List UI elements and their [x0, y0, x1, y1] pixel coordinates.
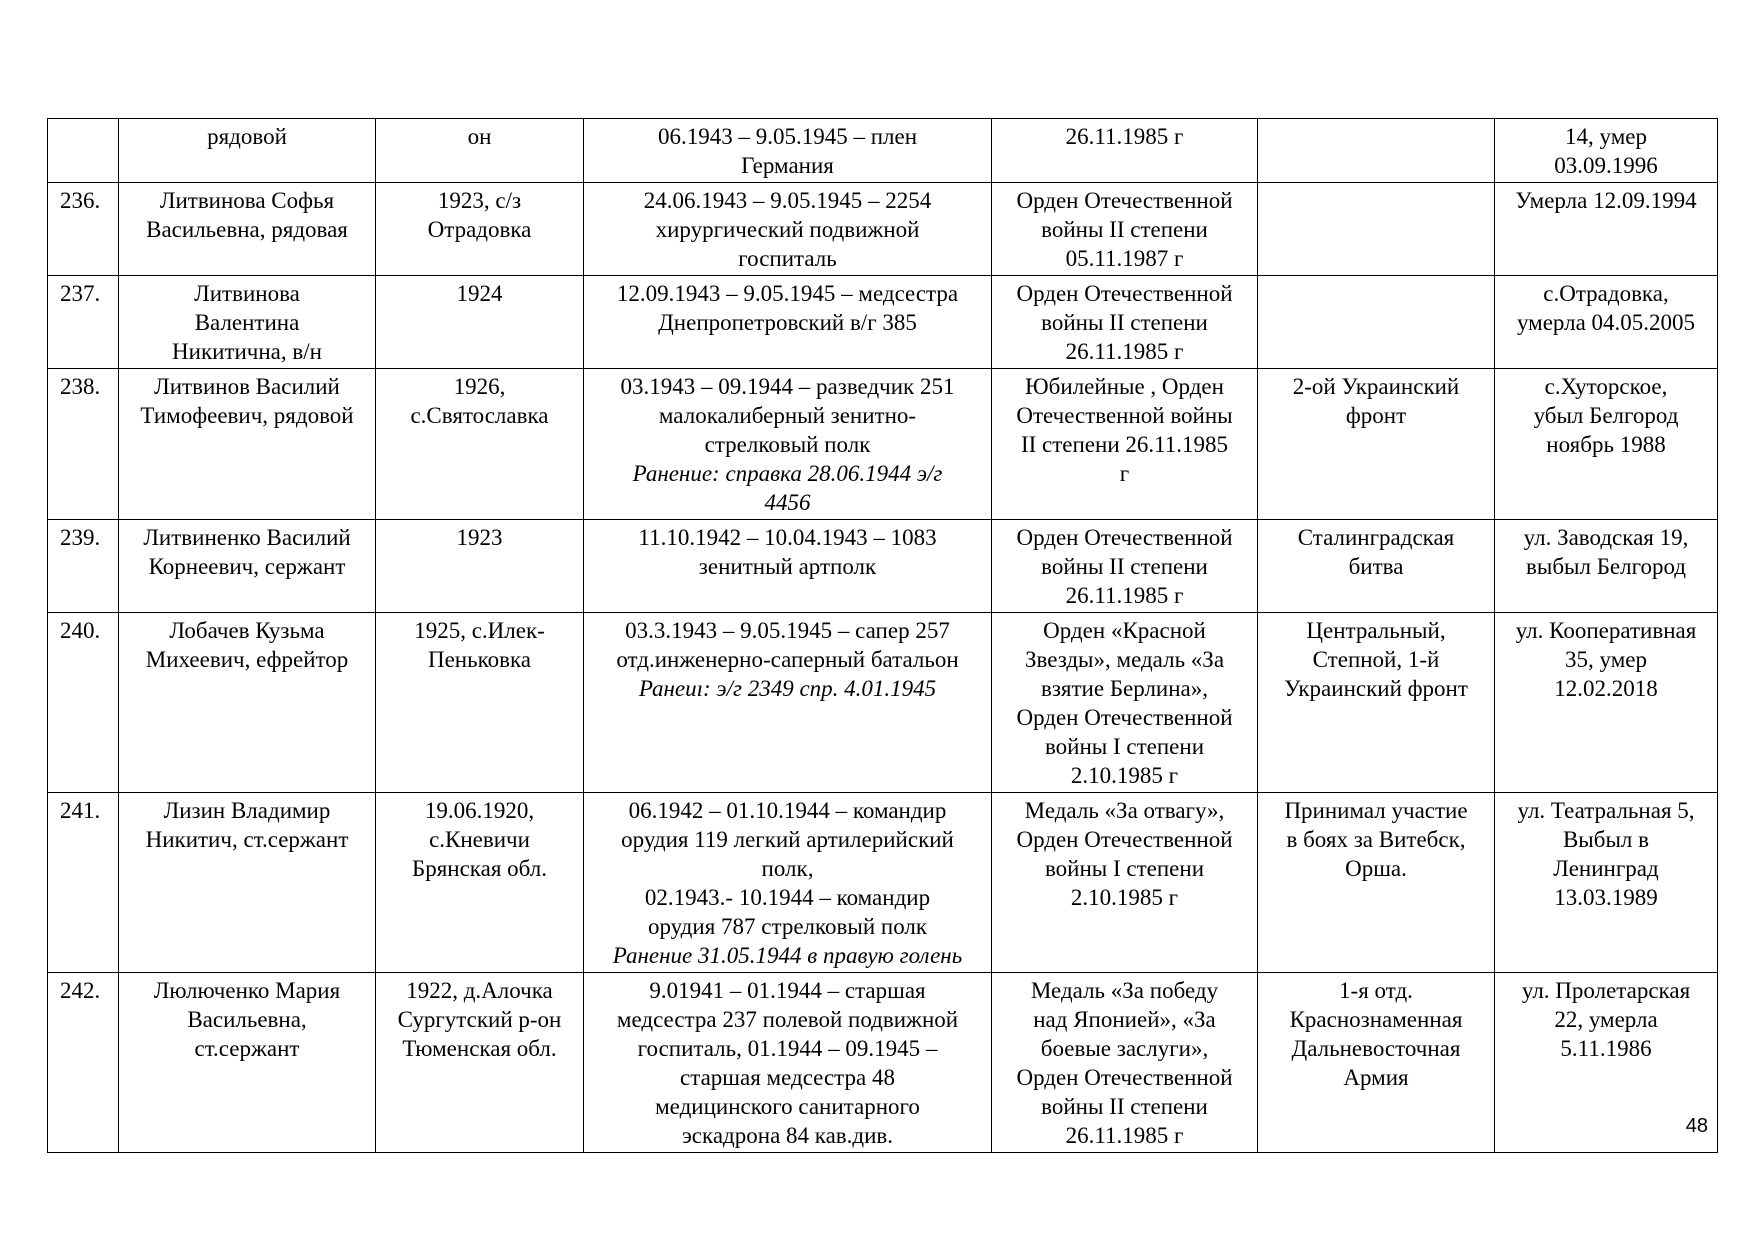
cell-service-line: отд.инженерно-саперный батальон [616, 647, 959, 672]
cell-awards-line: войны II степени [1041, 310, 1208, 335]
cell-service-line: госпиталь, 01.1944 – 09.1945 – [637, 1036, 938, 1061]
cell-notes-line: ул. Кооперативная [1515, 618, 1697, 643]
cell-awards [992, 793, 1258, 973]
cell-number: 241. [48, 793, 119, 973]
cell-awards-line: войны I степени [1044, 856, 1205, 881]
cell-birth-line: он [467, 124, 492, 149]
cell-birth-line: 1924 [456, 281, 503, 306]
cell-awards-line: 2.10.1985 г [1070, 763, 1179, 788]
cell-name-line: Литвинова [194, 281, 300, 306]
cell-notes-line: ул. Театральная 5, [1517, 798, 1695, 823]
cell-birth-line: 1925, с.Илек- [414, 618, 545, 643]
cell-awards-line: Юбилейные , Орден [1025, 374, 1224, 399]
table-row [48, 613, 1718, 793]
cell-birth [376, 369, 584, 520]
cell-awards-line: Орден Отечественной [1016, 827, 1233, 852]
cell-battles-line: Сталинградская [1297, 525, 1455, 550]
cell-name-line: Литвинова Софья [159, 188, 335, 213]
cell-birth-line: с.Кневичи [429, 827, 530, 852]
cell-awards-line: войны II степени [1041, 217, 1208, 242]
cell-service-line: 03.3.1943 – 9.05.1945 – сапер 257 [625, 618, 950, 643]
cell-battles [1258, 793, 1495, 973]
cell-name [119, 183, 376, 276]
cell-battles-line: Дальневосточная [1291, 1036, 1461, 1061]
cell-birth-line: Брянская обл. [411, 856, 548, 881]
cell-awards-line: Орден Отечественной [1016, 1065, 1233, 1090]
cell-battles [1258, 973, 1495, 1153]
cell-notes-line: выбыл Белгород [1526, 554, 1686, 579]
cell-birth [376, 119, 584, 183]
cell-awards-line: войны II степени [1041, 1094, 1208, 1119]
cell-awards-line: Отечественной войны [1016, 403, 1233, 428]
cell-service-line: Днепропетровский в/г 385 [658, 310, 917, 335]
cell-notes [1495, 369, 1718, 520]
cell-battles-line: Орша. [1345, 856, 1407, 881]
cell-number: 242. [48, 973, 119, 1153]
table-row [48, 520, 1718, 613]
cell-service-line: малокалиберный зенитно- [658, 403, 917, 428]
cell-service [584, 276, 992, 369]
cell-birth-line: 1923 [456, 525, 503, 550]
cell-birth [376, 973, 584, 1153]
cell-awards-line: Орден «Красной [1043, 618, 1206, 643]
cell-awards [992, 613, 1258, 793]
cell-name-line: Литвиненко Василий [143, 525, 351, 550]
table-row [48, 119, 1718, 183]
cell-service-line: Ранение: справка 28.06.1944 э/г [632, 461, 943, 486]
veterans-table [47, 118, 1718, 1153]
cell-birth [376, 276, 584, 369]
cell-notes-line: Умерла 12.09.1994 [1515, 188, 1697, 213]
cell-name-line: Люлюченко Мария [153, 978, 341, 1003]
cell-service-line: эскадрона 84 кав.див. [681, 1123, 894, 1148]
cell-name-line: Литвинов Василий [154, 374, 340, 399]
cell-birth-line: Тюменская обл. [402, 1036, 557, 1061]
cell-awards-line: Орден Отечественной [1016, 525, 1233, 550]
cell-service-line: полк, [761, 856, 814, 881]
cell-battles-line: битва [1348, 554, 1404, 579]
cell-service [584, 613, 992, 793]
cell-name-line: Васильевна, рядовая [146, 217, 348, 242]
cell-service-line: медицинского санитарного [655, 1094, 920, 1119]
cell-notes [1495, 119, 1718, 183]
cell-birth-line: 1926, [453, 374, 506, 399]
table-row [48, 973, 1718, 1153]
cell-service [584, 369, 992, 520]
cell-birth-line: 1922, д.Алочка [406, 978, 553, 1003]
table-row [48, 369, 1718, 520]
cell-battles [1258, 520, 1495, 613]
cell-birth-line: с.Святославка [410, 403, 549, 428]
cell-awards-line: 05.11.1987 г [1065, 246, 1184, 271]
cell-notes-line: Ленинград [1553, 856, 1659, 881]
cell-awards [992, 119, 1258, 183]
cell-birth [376, 520, 584, 613]
cell-number: 236. [48, 183, 119, 276]
cell-service-line: 11.10.1942 – 10.04.1943 – 1083 [638, 525, 937, 550]
cell-notes [1495, 520, 1718, 613]
cell-notes-line: Выбыл в [1562, 827, 1650, 852]
cell-notes-line: 22, умерла [1554, 1007, 1658, 1032]
cell-service-line: 06.1943 – 9.05.1945 – плен [657, 124, 918, 149]
page-number: 48 [1685, 1115, 1708, 1137]
cell-name-line: ст.сержант [194, 1036, 300, 1061]
cell-notes-line: с.Хуторское, [1544, 374, 1668, 399]
cell-name [119, 119, 376, 183]
cell-awards-line: 26.11.1985 г [1065, 339, 1184, 364]
cell-service [584, 520, 992, 613]
cell-name-line: Валентина [194, 310, 300, 335]
cell-name-line: Тимофеевич, рядовой [140, 403, 354, 428]
cell-name-line: Никитич, ст.сержант [145, 827, 349, 852]
cell-service-line: орудия 119 легкий артилерийский [621, 827, 954, 852]
cell-birth-line: Пеньковка [427, 647, 532, 672]
cell-name [119, 520, 376, 613]
cell-notes [1495, 613, 1718, 793]
cell-service-line: орудия 787 стрелковый полк [647, 914, 928, 939]
cell-birth [376, 183, 584, 276]
cell-name-line: Лобачев Кузьма [169, 618, 325, 643]
cell-battles [1258, 276, 1495, 369]
cell-awards [992, 369, 1258, 520]
cell-service [584, 119, 992, 183]
cell-birth-line: 19.06.1920, [424, 798, 535, 823]
cell-awards-line: Орден Отечественной [1016, 705, 1233, 730]
cell-service-line: стрелковый полк [704, 432, 871, 457]
table-row [48, 276, 1718, 369]
cell-awards [992, 520, 1258, 613]
cell-number [48, 119, 119, 183]
cell-battles-line: Принимал участие [1284, 798, 1468, 823]
cell-name-line: Васильевна, [187, 1007, 307, 1032]
cell-notes [1495, 276, 1718, 369]
cell-service-line: Германия [741, 153, 834, 178]
cell-battles-line: Армия [1343, 1065, 1409, 1090]
cell-battles [1258, 613, 1495, 793]
cell-service-line: 12.09.1943 – 9.05.1945 – медсестра [616, 281, 959, 306]
cell-name [119, 369, 376, 520]
cell-service-line: 03.1943 – 09.1944 – разведчик 251 [620, 374, 955, 399]
cell-battles-line: 1-я отд. [1339, 978, 1413, 1003]
cell-notes-line: ул. Пролетарская [1521, 978, 1691, 1003]
cell-awards-line: над Японией», «За [1033, 1007, 1216, 1032]
cell-name [119, 973, 376, 1153]
cell-awards-line: Медаль «За победу [1030, 978, 1219, 1003]
table-body [48, 119, 1718, 1153]
cell-number: 238. [48, 369, 119, 520]
cell-number: 237. [48, 276, 119, 369]
cell-awards-line: Медаль «За отвагу», [1024, 798, 1225, 823]
cell-service-line: 9.01941 – 01.1944 – старшая [649, 978, 926, 1003]
cell-name [119, 793, 376, 973]
cell-service-line: 06.1942 – 01.10.1944 – командир [628, 798, 947, 823]
cell-notes-line: 14, умер [1565, 124, 1647, 149]
cell-battles [1258, 119, 1495, 183]
cell-awards-line: 26.11.1985 г [1065, 124, 1184, 149]
cell-name-line: Михеевич, ефрейтор [145, 647, 349, 672]
cell-notes-line: с.Отрадовка, [1543, 281, 1669, 306]
cell-notes-line: 13.03.1989 [1554, 885, 1658, 910]
cell-notes-line: 5.11.1986 [1560, 1036, 1652, 1061]
cell-awards-line: Орден Отечественной [1016, 281, 1233, 306]
cell-service-line: Ранение 31.05.1944 в правую голень [612, 943, 963, 968]
cell-awards-line: войны II степени [1041, 554, 1208, 579]
cell-name [119, 276, 376, 369]
cell-name [119, 613, 376, 793]
cell-awards-line: взятие Берлина», [1040, 676, 1208, 701]
cell-notes-line: ул. Заводская 19, [1523, 525, 1689, 550]
cell-battles-line: в боях за Витебск, [1286, 827, 1466, 852]
cell-birth [376, 613, 584, 793]
cell-awards-line: 26.11.1985 г [1065, 1123, 1184, 1148]
cell-service-line: Ранеиı: э/г 2349 спр. 4.01.1945 [638, 676, 937, 701]
cell-name-line: Корнеевич, сержант [148, 554, 346, 579]
cell-notes-line: умерла 04.05.2005 [1516, 310, 1696, 335]
cell-service-line: 02.1943.- 10.1944 – командир [644, 885, 931, 910]
cell-battles-line: Центральный, [1306, 618, 1446, 643]
cell-battles-line: Краснознаменная [1289, 1007, 1463, 1032]
cell-name-line: Никитична, в/н [172, 339, 322, 364]
cell-service [584, 183, 992, 276]
cell-number: 240. [48, 613, 119, 793]
cell-number: 239. [48, 520, 119, 613]
cell-awards-line: г [1119, 461, 1130, 486]
cell-service-line: хирургический подвижной [655, 217, 920, 242]
cell-awards-line: Звезды», медаль «За [1024, 647, 1225, 672]
cell-awards-line: II степени 26.11.1985 [1020, 432, 1229, 457]
cell-battles-line: 2-ой Украинский [1292, 374, 1460, 399]
cell-service-line: зенитный артполк [698, 554, 877, 579]
cell-notes [1495, 183, 1718, 276]
cell-awards-line: войны I степени [1044, 734, 1205, 759]
cell-awards [992, 276, 1258, 369]
cell-birth-line: Сургутский р-он [397, 1007, 562, 1032]
cell-awards-line: Орден Отечественной [1016, 188, 1233, 213]
cell-service [584, 973, 992, 1153]
cell-birth-line: 1923, с/з [437, 188, 522, 213]
cell-name-line: Лизин Владимир [163, 798, 331, 823]
cell-service-line: старшая медсестра 48 [680, 1065, 895, 1090]
cell-notes-line: 03.09.1996 [1554, 153, 1658, 178]
cell-service-line: медсестра 237 полевой подвижной [616, 1007, 959, 1032]
cell-service-line: 4456 [764, 490, 811, 515]
cell-battles-line: Украинский фронт [1284, 676, 1468, 701]
cell-battles-line: Степной, 1-й [1312, 647, 1440, 672]
cell-notes [1495, 793, 1718, 973]
cell-awards [992, 973, 1258, 1153]
cell-battles-line: фронт [1345, 403, 1407, 428]
cell-birth-line: Отрадовка [427, 217, 532, 242]
cell-awards-line: 2.10.1985 г [1070, 885, 1179, 910]
cell-awards-line: 26.11.1985 г [1065, 583, 1184, 608]
cell-notes-line: 35, умер [1565, 647, 1647, 672]
cell-battles [1258, 183, 1495, 276]
cell-awards-line: боевые заслуги», [1040, 1036, 1209, 1061]
cell-birth [376, 793, 584, 973]
cell-awards [992, 183, 1258, 276]
cell-name-line: рядовой [207, 124, 287, 149]
cell-service-line: госпиталь [738, 246, 837, 271]
cell-notes-line: ноябрь 1988 [1546, 432, 1666, 457]
cell-notes [1495, 973, 1718, 1153]
cell-service-line: 24.06.1943 – 9.05.1945 – 2254 [643, 188, 932, 213]
cell-battles [1258, 369, 1495, 520]
cell-notes-line: убыл Белгород [1533, 403, 1679, 428]
table-row [48, 183, 1718, 276]
table-row [48, 793, 1718, 973]
cell-service [584, 793, 992, 973]
cell-notes-line: 12.02.2018 [1554, 676, 1658, 701]
